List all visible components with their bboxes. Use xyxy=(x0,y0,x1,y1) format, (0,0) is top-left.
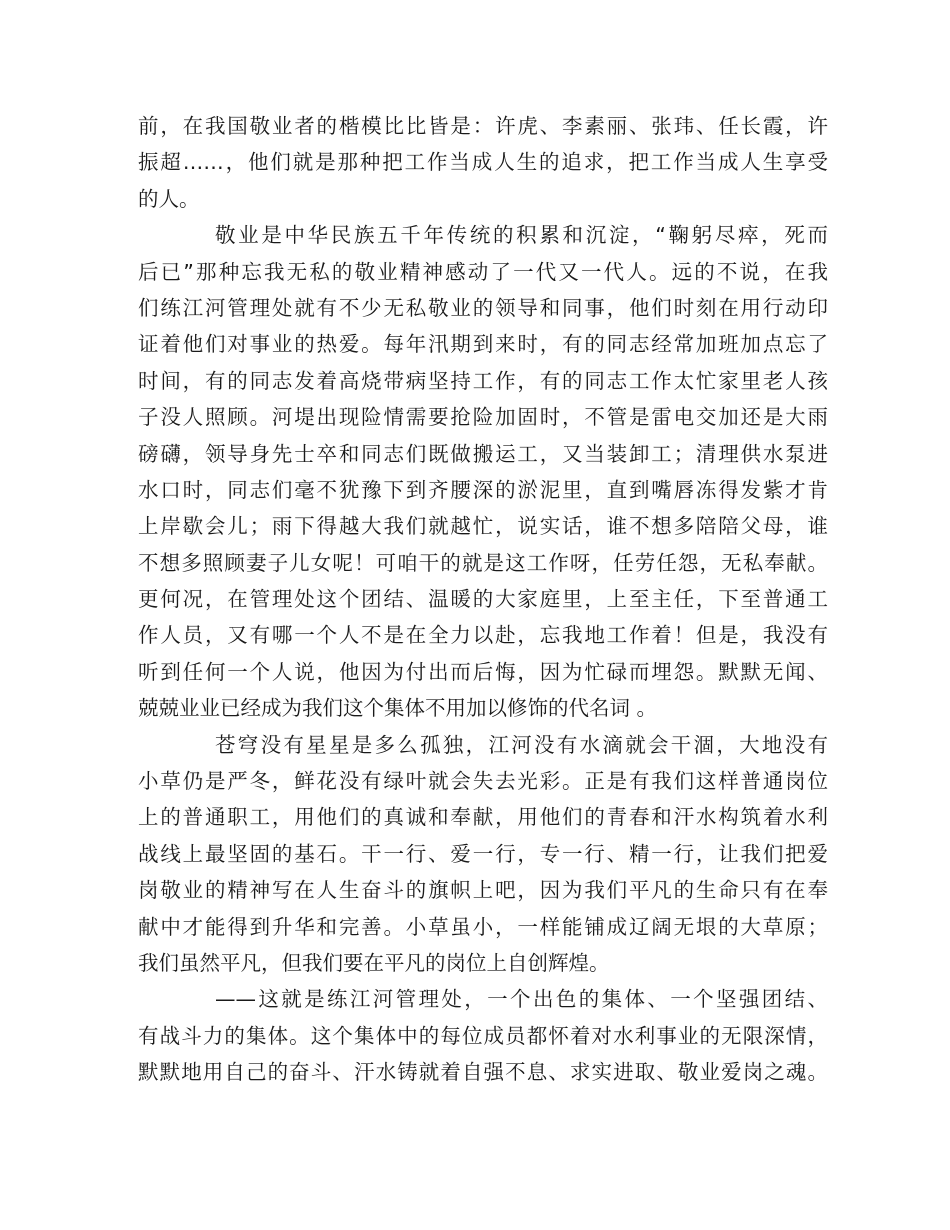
paragraph-3 xyxy=(138,727,828,982)
paragraph-line: 磅礴，领导身先士卒和同志们既做搬运工，又当装卸工；清理供水泵进 xyxy=(138,441,828,466)
paragraph-line: ——这就是练江河管理处，一个出色的集体、一个坚强团结、 xyxy=(215,987,828,1012)
paragraph-line: 兢兢业业已经成为我们这个集体不用加以修饰的代名词 。 xyxy=(138,696,658,721)
paragraph-2 xyxy=(138,217,828,726)
paragraph-line: 振超……，他们就是那种把工作当成人生的追求，把工作当成人生享受 xyxy=(138,150,828,175)
paragraph-line: 证着他们对事业的热爱。每年汛期到来时，有的同志经常加班加点忘了 xyxy=(138,332,828,357)
paragraph-line: 更何况，在管理处这个团结、温暖的大家庭里，上至主任，下至普通工 xyxy=(138,587,828,612)
paragraph-line: 不想多照顾妻子儿女呢！可咱干的就是这工作呀，任劳任怨，无私奉献。 xyxy=(138,550,828,575)
paragraph-line: 苍穹没有星星是多么孤独，江河没有水滴就会干涸，大地没有 xyxy=(215,732,828,757)
paragraph-line: 听到任何一个人说，他因为付出而后悔，因为忙碌而埋怨。默默无闻、 xyxy=(138,659,828,684)
paragraph-line: 作人员，又有哪一个人不是在全力以赴，忘我地工作着！但是，我没有 xyxy=(138,623,828,648)
paragraph-line: 有战斗力的集体。这个集体中的每位成员都怀着对水利事业的无限深情， xyxy=(138,1023,828,1048)
paragraph-line: 敬业是中华民族五千年传统的积累和沉淀，“鞠躬尽瘁，死而 xyxy=(215,223,828,248)
paragraph-line: 战线上最坚固的基石。干一行、爱一行，专一行、精一行，让我们把爱 xyxy=(138,841,828,866)
paragraph-line: 上岸歇会儿；雨下得越大我们就越忙，说实话，谁不想多陪陪父母，谁 xyxy=(138,514,828,539)
paragraph-line: 们练江河管理处就有不少无私敬业的领导和同事，他们时刻在用行动印 xyxy=(138,295,828,320)
paragraph-4 xyxy=(138,981,828,1090)
paragraph-line: 小草仍是严冬，鲜花没有绿叶就会失去光彩。正是有我们这样普通岗位 xyxy=(138,769,828,794)
paragraph-line: 后已”那种忘我无私的敬业精神感动了一代又一代人。远的不说，在我 xyxy=(138,259,828,284)
paragraph-line: 水口时，同志们毫不犹豫下到齐腰深的淤泥里，直到嘴唇冻得发紫才肯 xyxy=(138,477,828,502)
paragraph-line: 上的普通职工，用他们的真诚和奉献，用他们的青春和汗水构筑着水利 xyxy=(138,805,828,830)
paragraph-line: 时间，有的同志发着高烧带病坚持工作，有的同志工作太忙家里老人孩 xyxy=(138,368,828,393)
paragraph-line: 岗敬业的精神写在人生奋斗的旗帜上吧，因为我们平凡的生命只有在奉 xyxy=(138,878,828,903)
paragraph-line: 前，在我国敬业者的楷模比比皆是：许虎、李素丽、张玮、任长霞，许 xyxy=(138,114,828,138)
paragraph-line: 我们虽然平凡，但我们要在平凡的岗位上自创辉煌。 xyxy=(138,950,610,975)
paragraph-1 xyxy=(138,108,828,217)
paragraph-line: 献中才能得到升华和完善。小草虽小，一样能铺成辽阔无垠的大草原； xyxy=(138,914,828,939)
document-body xyxy=(138,108,828,1091)
paragraph-line: 默默地用自己的奋斗、汗水铸就着自强不息、求实进取、敬业爱岗之魂。 xyxy=(138,1060,828,1085)
paragraph-line: 的人。 xyxy=(138,186,200,211)
paragraph-line: 子没人照顾。河堤出现险情需要抢险加固时，不管是雷电交加还是大雨 xyxy=(138,405,828,430)
